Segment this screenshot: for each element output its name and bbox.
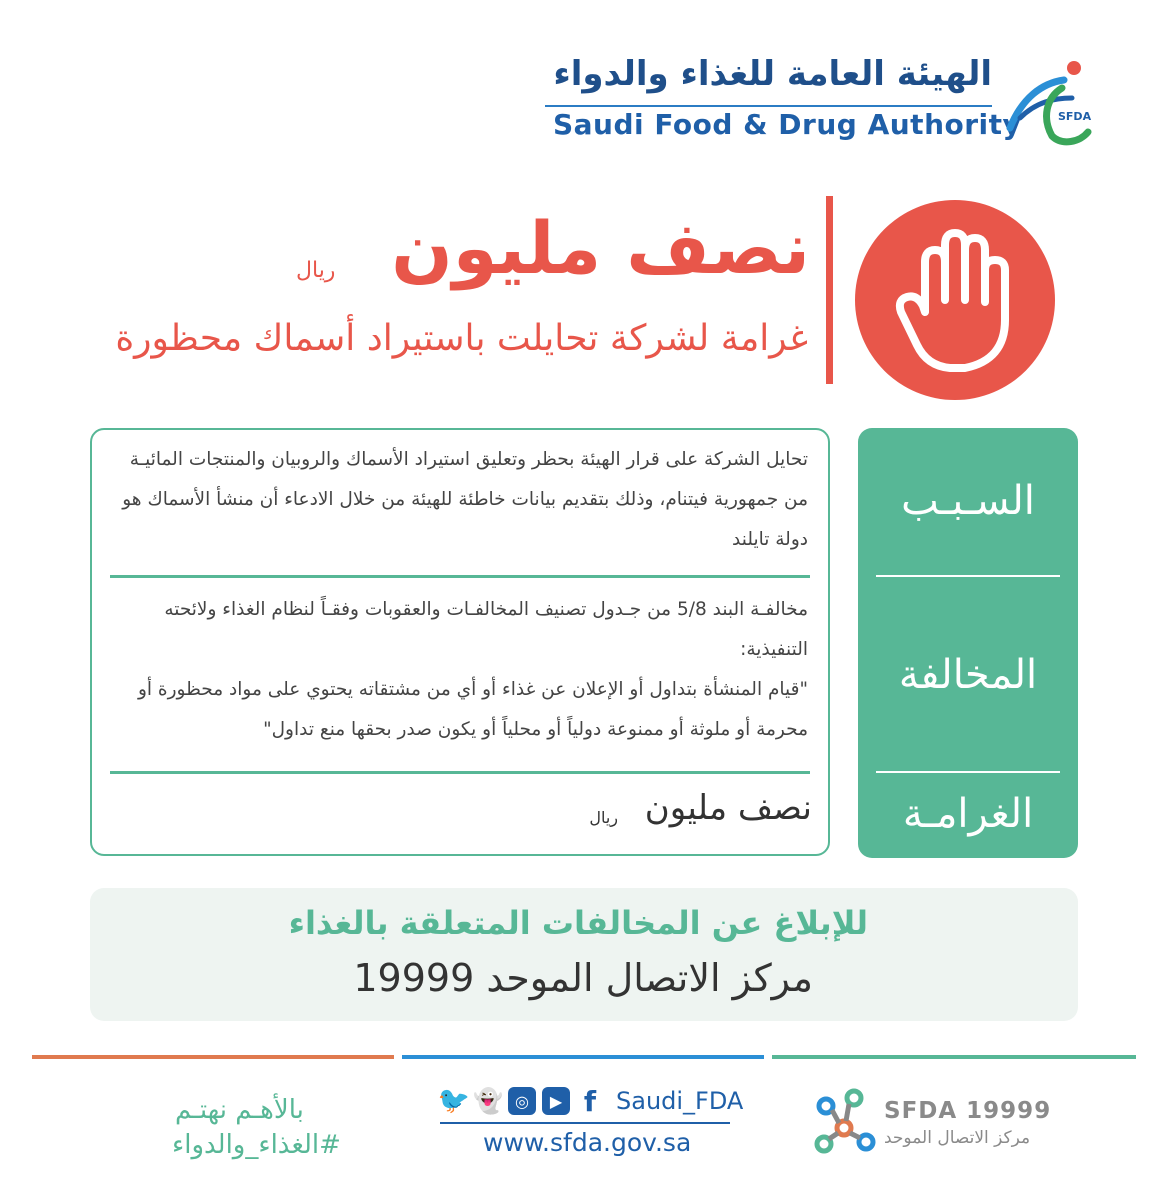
stop-hand-icon [855, 200, 1055, 400]
footer-line-blue [402, 1055, 764, 1059]
label-reason: السـبـب [901, 478, 1035, 524]
details-divider [110, 575, 810, 578]
facebook-icon[interactable]: f [583, 1084, 597, 1118]
instagram-icon[interactable]: ◎ [508, 1087, 536, 1115]
footer-hashtag[interactable]: #الغذاء_والدواء [172, 1130, 341, 1160]
footer-line-green [772, 1055, 1136, 1059]
label-divider [876, 771, 1060, 773]
fine-currency-title: ريال [296, 258, 336, 283]
details-box [90, 428, 830, 856]
sfda-hotline: SFDA 19999 [884, 1098, 1052, 1124]
footer-tagline: بالأهـم نهتـم [175, 1095, 304, 1125]
fine-currency: ريال [589, 808, 618, 827]
violation-text: مخالفـة البند 5/8 من جـدول تصنيف المخالفـات والعقوبات وفقـاً لنظام الغذاء ولائحته التنفيذية: [164, 599, 808, 660]
label-violation: المخالفة [898, 652, 1038, 698]
org-name-english: Saudi Food & Drug Authority [553, 108, 1022, 141]
labels-column [858, 428, 1078, 858]
details-divider [110, 771, 810, 774]
label-fine: الغرامـة [902, 791, 1034, 837]
logo-divider [545, 105, 992, 107]
twitter-icon[interactable]: 🐦 [437, 1086, 471, 1116]
social-links [437, 1084, 744, 1118]
snapchat-icon[interactable]: 👻 [473, 1087, 503, 1115]
stop-circle [855, 200, 1055, 400]
reason-text: تحايل الشركة على قرار الهيئة بحظر وتعليق استيراد الأسماك والروبيان والمنتجات المائيـة من جمهورية فيتنام، وذلك بتقديم بيانات خاطئة للهيئة من خلال الادعاء أن منشأ الأسماك هو دولة تايلند [122, 449, 808, 550]
fine-subtitle: غرامة لشركة تحايلت باستيراد أسماك محظورة [115, 318, 808, 359]
contact-center-label: مركز الاتصال الموحد [884, 1128, 1031, 1148]
sfda-logo-icon [1002, 58, 1092, 148]
logo-text: SFDA [1058, 110, 1092, 123]
website-link[interactable]: www.sfda.gov.sa [483, 1128, 692, 1157]
label-divider [876, 575, 1060, 577]
title-divider [826, 196, 833, 384]
fine-amount: نصف مليون [644, 788, 812, 828]
violation-quote: "قيام المنشأة بتداول أو الإعلان عن غذاء أو أي من مشتقاته يحتوي على مواد محظورة أو محرمة أو ملوثة أو ممنوعة دولياً أو محلياً أو يكون صدر بحقها منع تداول" [137, 679, 808, 740]
fine-amount-title: نصف مليون [391, 206, 810, 290]
report-box [90, 888, 1078, 1021]
contact-center-number: مركز الاتصال الموحد 19999 [353, 956, 813, 1000]
social-handle[interactable]: Saudi_FDA [616, 1087, 744, 1115]
org-name-arabic: الهيئة العامة للغذاء والدواء [553, 54, 992, 94]
contact-center-logo-icon [814, 1088, 878, 1154]
social-underline [440, 1122, 730, 1124]
report-heading: للإبلاغ عن المخالفات المتعلقة بالغذاء [288, 904, 868, 942]
youtube-icon[interactable]: ▶ [542, 1087, 570, 1115]
footer-line-orange [32, 1055, 394, 1059]
